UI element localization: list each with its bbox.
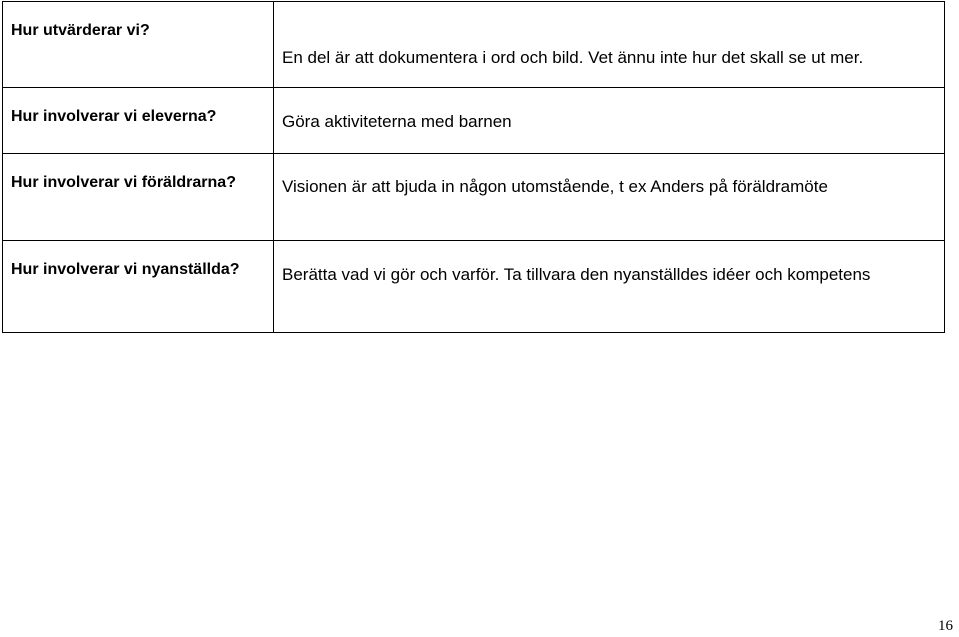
- answer-text: Visionen är att bjuda in någon utomstående, t ex Anders på föräldramöte: [282, 177, 828, 196]
- answer-cell: [274, 154, 945, 241]
- answer-cell: [274, 2, 945, 88]
- answer-text: Berätta vad vi gör och varför. Ta tillvara den nyanställdes idéer och kompetens: [282, 265, 871, 284]
- question-cell: [3, 2, 274, 88]
- question-label: Hur involverar vi föräldrarna?: [11, 174, 236, 191]
- table-row: [3, 88, 945, 154]
- question-cell: [3, 154, 274, 241]
- question-label: Hur utvärderar vi?: [11, 22, 150, 39]
- table-row: [3, 2, 945, 88]
- question-cell: [3, 241, 274, 333]
- table-row: [3, 241, 945, 333]
- question-cell: [3, 88, 274, 154]
- answer-cell: [274, 88, 945, 154]
- question-label: Hur involverar vi eleverna?: [11, 108, 217, 125]
- answer-text: Göra aktiviteterna med barnen: [282, 112, 512, 131]
- table-row: [3, 154, 945, 241]
- answer-text: En del är att dokumentera i ord och bild. Vet ännu inte hur det skall se ut mer.: [282, 48, 864, 67]
- answer-cell: [274, 241, 945, 333]
- page-number: 16: [938, 618, 953, 634]
- plan-table: [2, 1, 945, 333]
- question-label: Hur involverar vi nyanställda?: [11, 261, 240, 278]
